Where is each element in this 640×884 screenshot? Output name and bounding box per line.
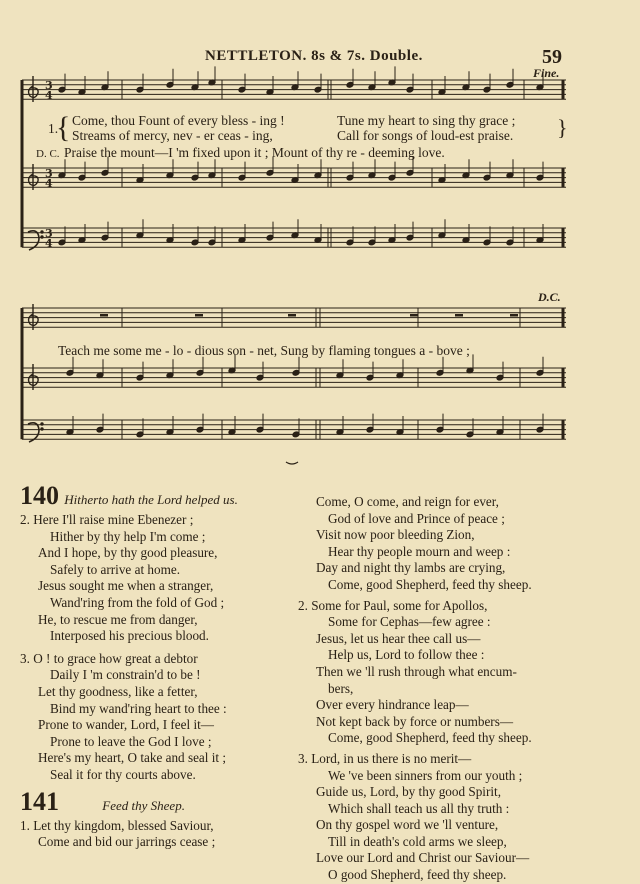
svg-text:3: 3 xyxy=(45,167,53,180)
verse-brace-left: { xyxy=(56,111,71,144)
hymn-line: Come, good Shepherd, feed thy sheep. xyxy=(328,576,532,592)
hymn-line: 1. Let thy kingdom, blessed Saviour, xyxy=(20,817,214,833)
svg-text:3: 3 xyxy=(45,79,53,92)
hymn-line: O good Shepherd, feed thy sheep. xyxy=(328,867,507,883)
right-column xyxy=(298,494,598,884)
hymn-line: Seal it for thy courts above. xyxy=(50,766,196,782)
hymn-line: Not kept back by force or numbers— xyxy=(316,713,514,729)
lyric-line-2b: Call for songs of loud-est praise. xyxy=(337,128,514,143)
hymn-141-title: Feed thy Sheep. xyxy=(102,797,185,813)
hymn-line: Till in death's cold arms we sleep, xyxy=(328,833,507,849)
hymn-line: Wand'ring from the fold of God ; xyxy=(50,594,225,610)
hymn-line: Jesus sought me when a stranger, xyxy=(38,578,214,594)
fine-marking: Fine. xyxy=(533,66,560,80)
hymn-line: Come, O come, and reign for ever, xyxy=(316,494,499,509)
tune-title: NETTLETON. 8s & 7s. Double. xyxy=(205,48,423,64)
hymn-line: He, to rescue me from danger, xyxy=(38,611,198,627)
hymn-line: Daily I 'm constrain'd to be ! xyxy=(50,667,201,683)
svg-text:4: 4 xyxy=(45,237,53,250)
hymn-140-heading xyxy=(20,482,300,510)
hymn-line: Hither by thy help I'm come ; xyxy=(50,528,206,544)
lyric-line-2a: Streams of mercy, nev - er ceas - ing, xyxy=(72,128,273,143)
svg-text:4: 4 xyxy=(45,89,53,102)
hymn-line: Interposed his precious blood. xyxy=(50,628,209,644)
svg-text:4: 4 xyxy=(45,177,53,190)
hymn-line: Visit now poor bleeding Zion, xyxy=(316,527,475,543)
svg-text:3: 3 xyxy=(45,227,53,240)
left-column xyxy=(20,482,300,851)
lyric-line-1b: Tune my heart to sing thy grace ; xyxy=(337,113,516,128)
hymn-line: Some for Cephas—few agree : xyxy=(328,614,491,630)
hymn-line: 2. Some for Paul, some for Apollos, xyxy=(298,597,488,613)
hymn-line: Here's my heart, O take and seal it ; xyxy=(38,750,227,766)
hymn-line: Come, good Shepherd, feed thy sheep. xyxy=(328,730,532,746)
dc-marking: D.C. xyxy=(538,290,561,304)
hymn-line: 2. Here I'll raise mine Ebenezer ; xyxy=(20,512,194,527)
hymn-line: Over every hindrance leap— xyxy=(316,697,469,713)
hymn-line: God of love and Prince of peace ; xyxy=(328,510,505,526)
hymn-140-number: 140 xyxy=(20,481,59,510)
hymn-line: Love our Lord and Christ our Saviour— xyxy=(316,850,530,866)
hymn-line: Day and night thy lambs are crying, xyxy=(316,560,506,576)
hymn-line: Prone to leave the God I love ; xyxy=(50,733,212,749)
hymn-line: We 've been sinners from our youth ; xyxy=(328,767,523,783)
hymn-line: 3. Lord, in us there is no merit— xyxy=(298,750,472,766)
hymn-line: On thy gospel word we 'll venture, xyxy=(316,817,499,833)
hymn-line: Let thy goodness, like a fetter, xyxy=(38,683,198,699)
hymn-line: Hear thy people mourn and weep : xyxy=(328,543,511,559)
page-number: 59 xyxy=(542,46,562,68)
hymn-line: Safely to arrive at home. xyxy=(50,561,180,577)
hymn-line: Then we 'll rush through what encum- xyxy=(316,663,517,679)
hymn-141-number: 141 xyxy=(20,786,59,816)
hymn-line: And I hope, by thy good pleasure, xyxy=(38,545,218,561)
hymn-line: Bind my wand'ring heart to thee : xyxy=(50,700,227,716)
lyric-line-3: Teach me some me - lo - dious son - net, Sung by flaming tongues a - bove ; xyxy=(58,343,470,358)
hymn-140-title: Hitherto hath the Lord helped us. xyxy=(64,492,238,507)
verse-number: 1. xyxy=(48,121,59,136)
hymn-line: bers, xyxy=(328,680,354,696)
verse-brace-right: } xyxy=(557,115,568,140)
dc-lyric-line: Praise the mount—I 'm fixed upon it ; Mount of thy re - deeming love. xyxy=(64,145,445,160)
hymn-line: Help us, Lord to follow thee : xyxy=(328,647,485,663)
hymn-line: Which shall teach us all thy truth : xyxy=(328,800,510,816)
hymn-141-heading xyxy=(20,788,300,816)
hymn-line: Guide us, Lord, by thy good Spirit, xyxy=(316,784,501,800)
hymn-line: 3. O ! to grace how great a debtor xyxy=(20,650,198,666)
hymn-line: Come and bid our jarrings cease ; xyxy=(38,834,216,850)
hymn-line: Jesus, let us hear thee call us— xyxy=(316,630,481,646)
dc-line-label: D. C. xyxy=(36,148,60,160)
lyric-line-1a: Come, thou Fount of every bless - ing ! xyxy=(72,113,285,128)
hymn-line: Prone to wander, Lord, I feel it— xyxy=(38,717,214,733)
